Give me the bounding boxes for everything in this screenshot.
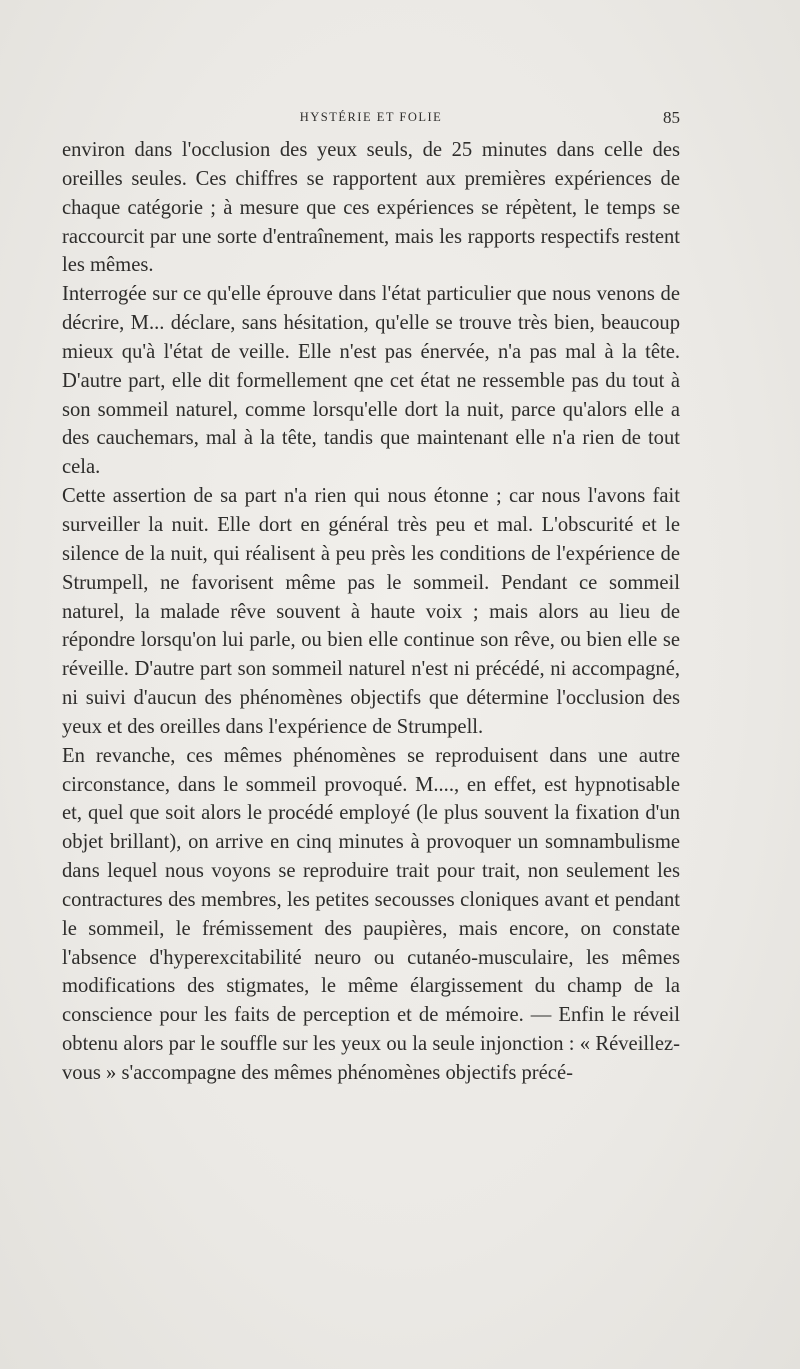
page-number: 85 [663,108,680,127]
paragraph-4: En revanche, ces mêmes phénomènes se reproduisent dans une autre circonstance, dans le sommeil provoqué. M...., en effet, est hypnotisable et, quel que soit alors le procédé employé (le plus souvent la fixation d'un objet brillant), on arrive en cinq minutes à provoquer un somnambulisme dans lequel nous voyons se reproduire trait pour trait, non seulement les contractures des membres, les petites secousses cloniques avant et pendant le sommeil, le frémissement des paupières, mais encore, on constate l'absence d'hyperexcitabilité neuro ou cutanéo-musculaire, les mêmes modifications des stigmates, le même élargissement du champ de la conscience pour les faits de perception et de mémoire. — Enfin le réveil obtenu alors par le souffle sur les yeux ou la seule injonction : « Réveillez-vous » s'accompagne des mêmes phénomènes objectifs précé- [62,744,680,1084]
running-title: HYSTÉRIE ET FOLIE [299,110,443,124]
paragraph-2: Interrogée sur ce qu'elle éprouve dans l'état particulier que nous venons de décrire, M... déclare, sans hésitation, qu'elle se trouve très bien, beaucoup mieux qu'à l'état de veille. Elle n'est pas énervée, n'a pas mal à la tête. D'autre part, elle dit formellement qne cet état ne ressemble pas du tout à son sommeil naturel, comme lorsqu'elle dort la nuit, parce qu'alors elle a des cauchemars, mal à la tête, tandis que maintenant elle n'a rien de tout cela. [62,283,680,479]
running-head [62,108,680,130]
body-text [62,136,680,1088]
paragraph-3: Cette assertion de sa part n'a rien qui nous étonne ; car nous l'avons fait surveiller la nuit. Elle dort en général très peu et mal. L'obscurité et le silence de la nuit, qui réalisent à peu près les conditions de l'expérience de Strumpell, ne favorisent même pas le sommeil. Pendant ce sommeil naturel, la malade rêve souvent à haute voix ; mais alors au lieu de répondre lorsqu'on lui parle, ou bien elle continue son rêve, ou bien elle se réveille. D'autre part son sommeil naturel n'est ni précédé, ni accompagné, ni suivi d'aucun des phénomènes objectifs que détermine l'occlusion des yeux et des oreilles dans l'expérience de Strumpell. [62,485,680,738]
paragraph-1: environ dans l'occlusion des yeux seuls, de 25 minutes dans celle des oreilles seules. Ces chiffres se rapportent aux premières expériences de chaque catégorie ; à mesure que ces expériences se répètent, le temps se raccourcit par une sorte d'entraînement, mais les rapports respectifs restent les mêmes. [62,139,680,277]
